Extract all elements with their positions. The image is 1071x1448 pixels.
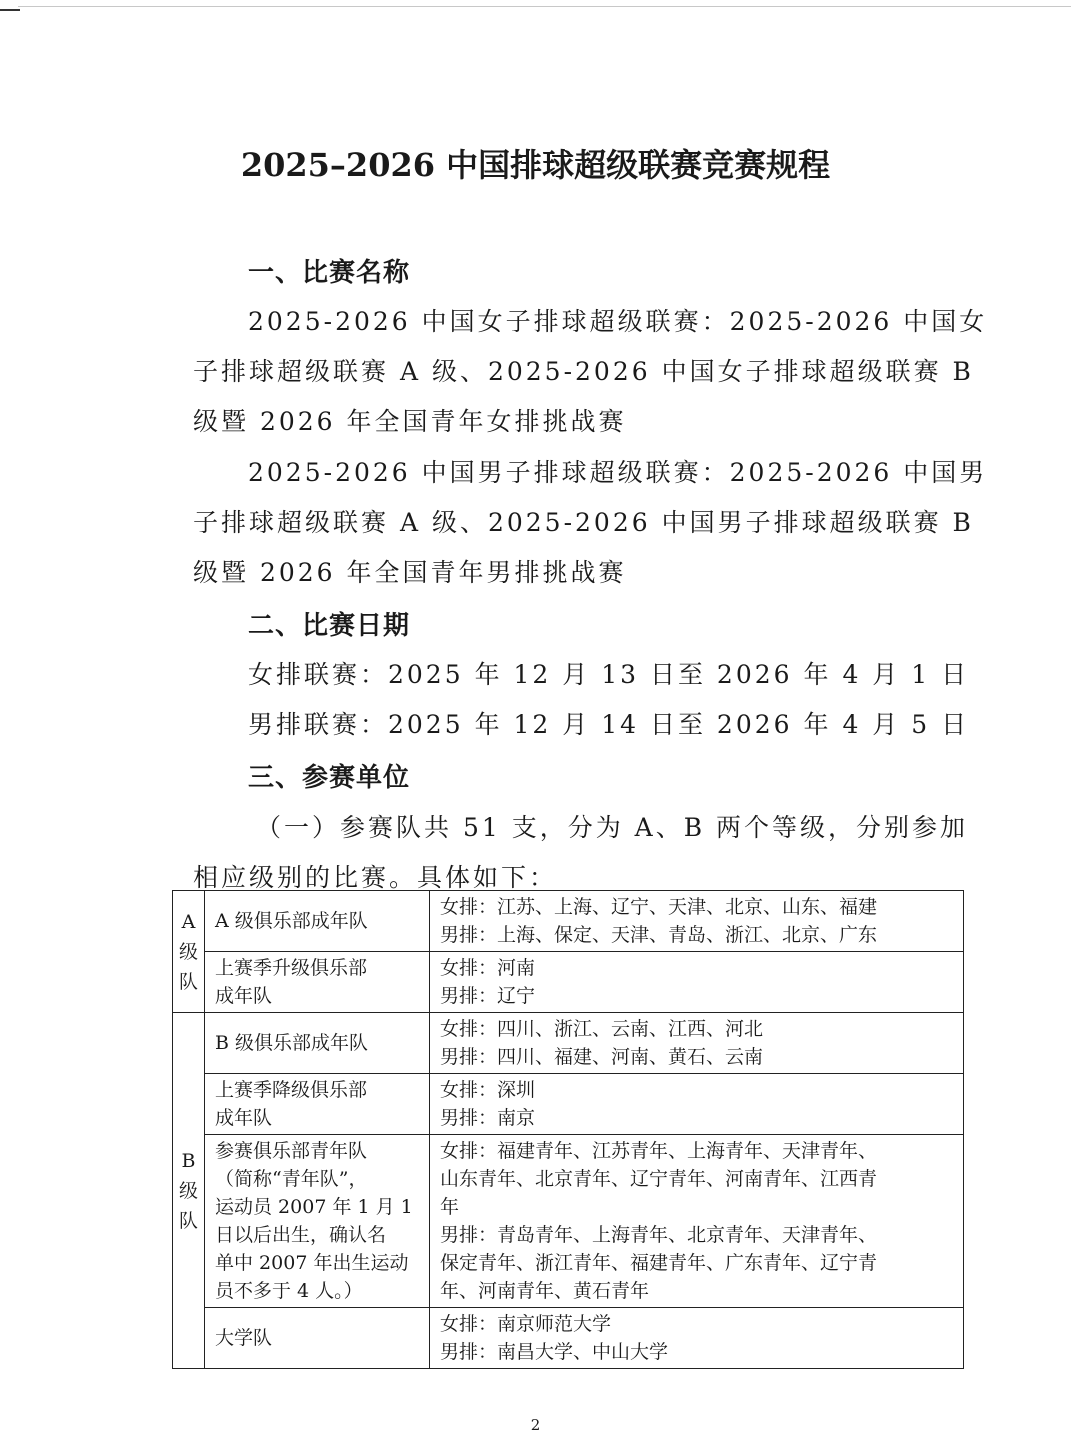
category-text: 上赛季升级俱乐部: [215, 957, 368, 979]
teams-text: 女排：福建青年、江苏青年、上海青年、天津青年、: [440, 1140, 878, 1162]
category-cell: [205, 1013, 430, 1074]
s1-p1-line-1: 2025-2026 中国女子排球超级联赛：2025-2026 中国女: [248, 307, 988, 336]
teams-cell: [430, 1074, 964, 1135]
teams-cell: [430, 952, 964, 1013]
category-text: B 级俱乐部成年队: [215, 1032, 369, 1054]
table-row: [173, 1308, 964, 1369]
category-text: 参赛俱乐部青年队: [215, 1140, 368, 1162]
category-text: 运动员 2007 年 1 月 1: [215, 1196, 413, 1218]
teams-text: 保定青年、浙江青年、福建青年、广东青年、辽宁青: [440, 1252, 878, 1274]
teams-text: 女排：南京师范大学: [440, 1313, 612, 1335]
teams-text: 女排：深圳: [440, 1079, 536, 1101]
participating-teams-table: [172, 890, 964, 1369]
table-row: [173, 1013, 964, 1074]
document-title: 2025–2026 中国排球超级联赛竞赛规程: [240, 146, 831, 184]
category-cell: [205, 952, 430, 1013]
section-3-heading: 三、参赛单位: [248, 763, 411, 793]
table-row: [173, 1135, 964, 1308]
category-text: 上赛季降级俱乐部: [215, 1079, 368, 1101]
page-number: 2: [530, 1416, 541, 1434]
table-row: [173, 891, 964, 952]
category-text: 日以后出生，确认名: [215, 1224, 387, 1246]
teams-text: 年: [440, 1196, 460, 1218]
teams-cell: [430, 1013, 964, 1074]
category-text: 员不多于 4 人。）: [215, 1280, 363, 1302]
teams-text: 女排：四川、浙江、云南、江西、河北: [440, 1018, 764, 1040]
teams-text: 男排：上海、保定、天津、青岛、浙江、北京、广东: [440, 924, 878, 946]
category-text: A 级俱乐部成年队: [215, 910, 368, 932]
scan-edge-mark: [0, 9, 20, 11]
group-a-char: 级: [179, 940, 199, 963]
teams-text: 女排：江苏、上海、辽宁、天津、北京、山东、福建: [440, 896, 878, 918]
category-text: （简称“青年队”，: [215, 1168, 368, 1190]
teams-text: 男排：辽宁: [440, 985, 536, 1007]
category-cell: [205, 1135, 430, 1308]
women-league-dates: 女排联赛：2025 年 12 月 13 日至 2026 年 4 月 1 日: [248, 660, 970, 689]
teams-cell: [430, 1308, 964, 1369]
teams-text: 年、河南青年、黄石青年: [440, 1280, 650, 1302]
table-row: [173, 1074, 964, 1135]
s3-p1-line-1: （一）参赛队共 51 支，分为 A、B 两个等级，分别参加: [256, 813, 969, 842]
s1-p1-line-3: 级暨 2026 年全国青年女排挑战赛: [193, 407, 627, 436]
category-text: 单中 2007 年出生运动: [215, 1252, 409, 1274]
group-b-char: 级: [179, 1179, 199, 1202]
s1-p2-line-3: 级暨 2026 年全国青年男排挑战赛: [193, 558, 627, 587]
section-2-heading: 二、比赛日期: [248, 611, 411, 641]
teams-text: 男排：南京: [440, 1107, 536, 1129]
teams-text: 男排：南昌大学、中山大学: [440, 1341, 669, 1363]
s3-p1-line-2: 相应级别的比赛。具体如下：: [193, 863, 558, 892]
teams-cell: [430, 891, 964, 952]
category-text: 大学队: [215, 1327, 273, 1349]
group-b-label: [173, 1013, 205, 1369]
s1-p1-line-2: 子排球超级联赛 A 级、2025-2026 中国女子排球超级联赛 B: [193, 357, 974, 386]
men-league-dates: 男排联赛：2025 年 12 月 14 日至 2026 年 4 月 5 日: [248, 710, 970, 739]
category-cell: [205, 1074, 430, 1135]
category-cell: [205, 1308, 430, 1369]
group-b-char: B: [181, 1149, 196, 1172]
teams-text: 女排：河南: [440, 957, 536, 979]
group-a-char: A: [181, 910, 196, 933]
category-text: 成年队: [215, 985, 273, 1007]
scan-top-rule: [18, 6, 1071, 7]
group-b-char: 队: [179, 1209, 199, 1232]
s1-p2-line-1: 2025-2026 中国男子排球超级联赛：2025-2026 中国男: [248, 458, 988, 487]
category-text: 成年队: [215, 1107, 273, 1129]
section-1-heading: 一、比赛名称: [248, 258, 411, 288]
teams-text: 山东青年、北京青年、辽宁青年、河南青年、江西青: [440, 1168, 878, 1190]
group-a-label: [173, 891, 205, 1013]
teams-text: 男排：四川、福建、河南、黄石、云南: [440, 1046, 764, 1068]
category-cell: [205, 891, 430, 952]
table-row: [173, 952, 964, 1013]
teams-cell: [430, 1135, 964, 1308]
s1-p2-line-2: 子排球超级联赛 A 级、2025-2026 中国男子排球超级联赛 B: [193, 508, 974, 537]
teams-text: 男排：青岛青年、上海青年、北京青年、天津青年、: [440, 1224, 878, 1246]
group-a-char: 队: [179, 970, 199, 993]
